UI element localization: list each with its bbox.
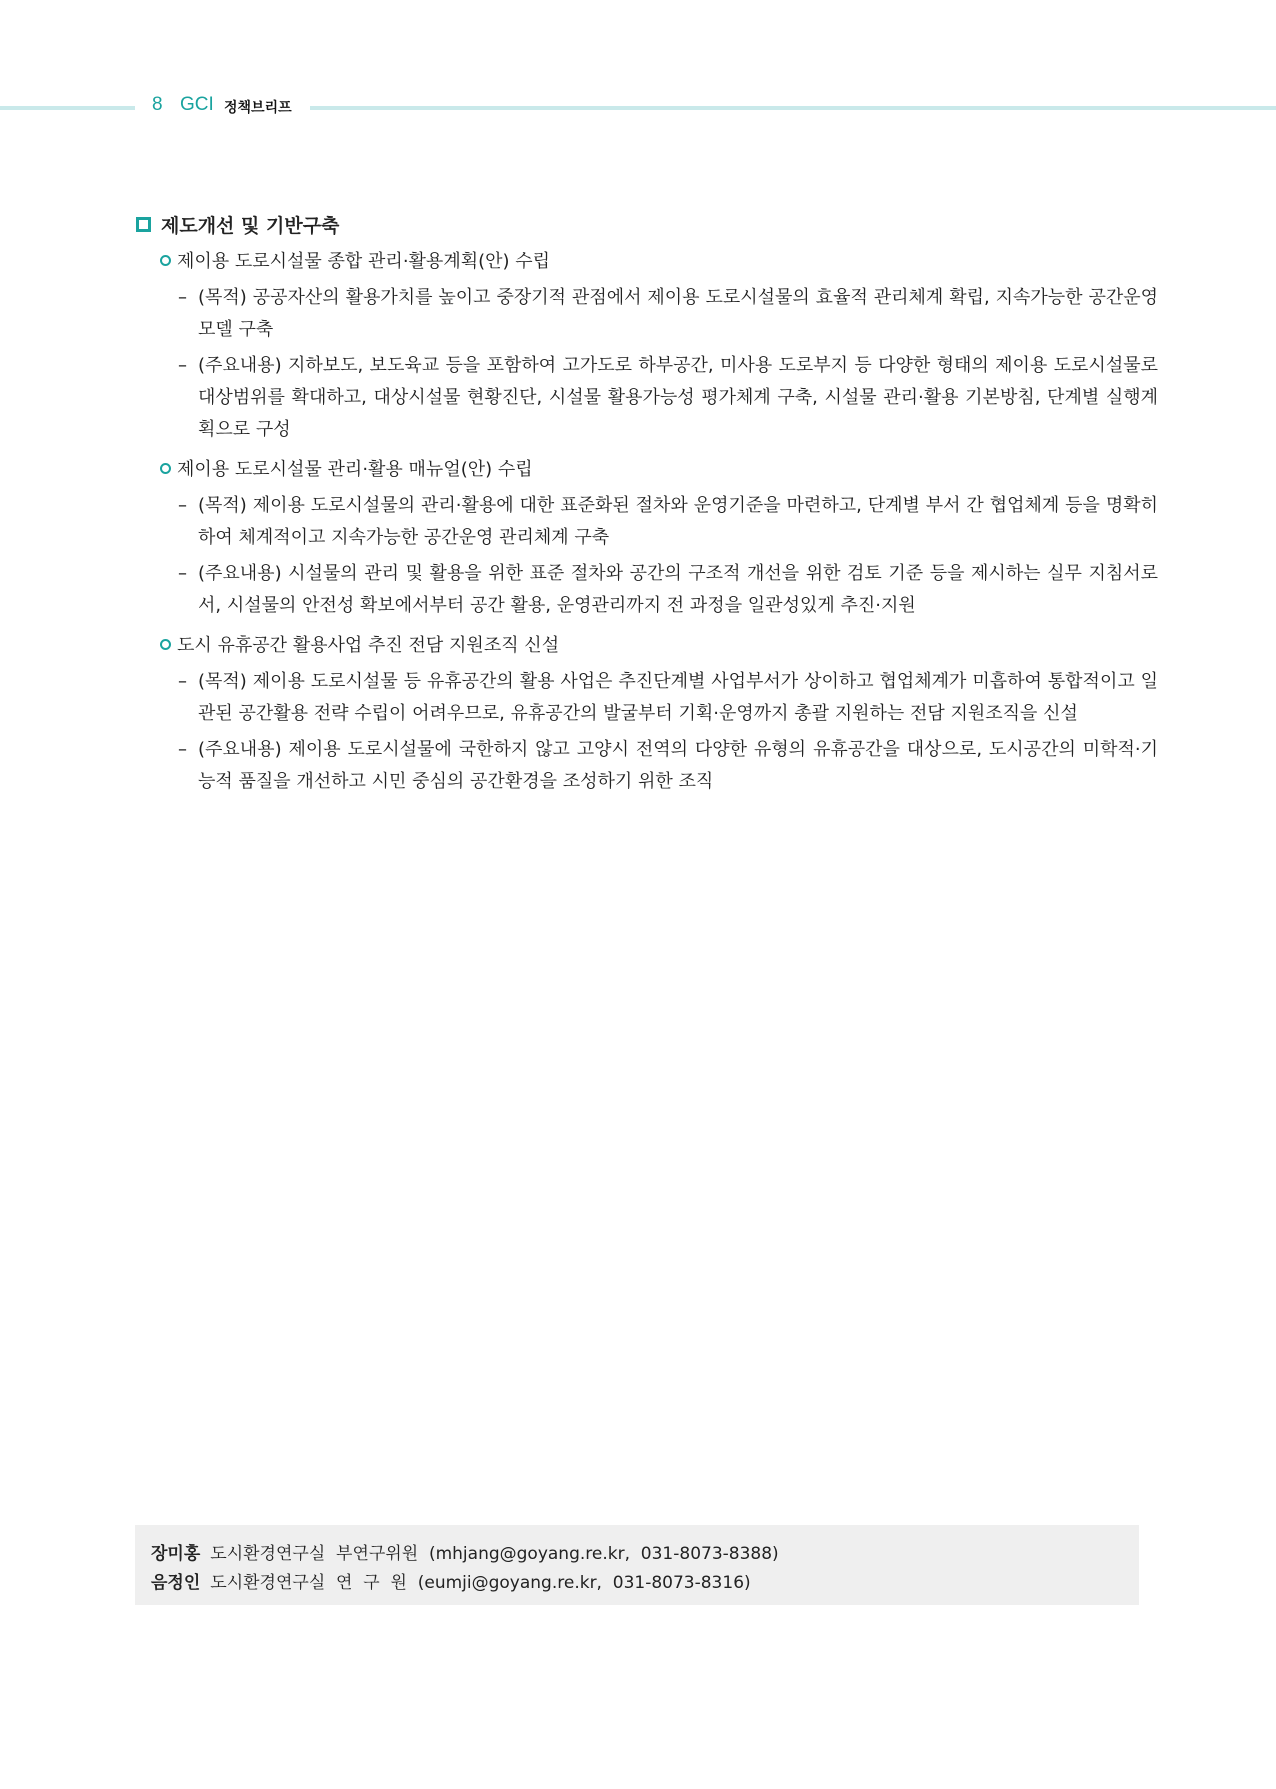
publication-title: 정책브리프 bbox=[224, 100, 292, 116]
subsection-heading bbox=[160, 626, 1144, 662]
author-box bbox=[135, 1525, 1139, 1605]
dash-bullet: – bbox=[178, 495, 187, 516]
subsection bbox=[160, 626, 1158, 798]
section-heading bbox=[134, 206, 1144, 242]
subsection-title: 도시 유휴공간 활용사업 추진 전담 지원조직 신설 bbox=[177, 635, 560, 656]
list-item bbox=[178, 282, 1158, 346]
list-item bbox=[178, 558, 1158, 622]
list-item bbox=[178, 490, 1158, 554]
author-name: 장미홍 bbox=[151, 1544, 201, 1564]
item-text: (목적) 제이용 도로시설물 등 유휴공간의 활용 사업은 추진단계별 사업부서가 상이하고 협업체계가 미흡하여 통합적이고 일관된 공간활용 전략 수립이 어려우므로, 유휴공간의 발굴부터 기획·운영까지 총괄 지원하는 전담 지원조직을 신설 bbox=[198, 671, 1158, 724]
dash-bullet: – bbox=[178, 671, 187, 692]
circle-bullet-icon bbox=[160, 463, 171, 474]
dash-bullet: – bbox=[178, 355, 187, 376]
subsection-title: 제이용 도로시설물 종합 관리·활용계획(안) 수립 bbox=[177, 251, 551, 272]
section-title: 제도개선 및 기반구축 bbox=[161, 214, 340, 237]
item-text: (목적) 제이용 도로시설물의 관리·활용에 대한 표준화된 절차와 운영기준을 마련하고, 단계별 부서 간 협업체계 등을 명확히 하여 체계적이고 지속가능한 공간운영 관리체계 구축 bbox=[198, 495, 1158, 548]
page-number: 8 bbox=[152, 94, 163, 115]
author-info: 도시환경연구실 연 구 원 (eumji@goyang.re.kr, 031-8073-8316) bbox=[210, 1573, 751, 1593]
page-header bbox=[0, 92, 1276, 122]
main-content bbox=[134, 206, 1158, 802]
item-text: (주요내용) 시설물의 관리 및 활용을 위한 표준 절차와 공간의 구조적 개선을 위한 검토 기준 등을 제시하는 실무 지침서로서, 시설물의 안전성 확보에서부터 공간 활용, 운영관리까지 전 과정을 일관성있게 추진·지원 bbox=[198, 563, 1158, 616]
author-line bbox=[151, 1568, 751, 1593]
subsection bbox=[160, 450, 1158, 622]
list-item bbox=[178, 734, 1158, 798]
item-text: (목적) 공공자산의 활용가치를 높이고 중장기적 관점에서 제이용 도로시설물의 효율적 관리체계 확립, 지속가능한 공간운영 모델 구축 bbox=[198, 287, 1158, 340]
author-info: 도시환경연구실 부연구위원 (mhjang@goyang.re.kr, 031-8073-8388) bbox=[210, 1544, 779, 1564]
square-bullet-icon bbox=[136, 217, 151, 232]
item-text: (주요내용) 지하보도, 보도육교 등을 포함하여 고가도로 하부공간, 미사용 도로부지 등 다양한 형태의 제이용 도로시설물로 대상범위를 확대하고, 대상시설물 현황진단, 시설물 활용가능성 평가체계 구축, 시설물 관리·활용 기본방침, 단계별 실행계획으로 구성 bbox=[198, 355, 1158, 440]
subsection bbox=[160, 242, 1158, 446]
header-rule-right bbox=[310, 106, 1276, 110]
subsection-heading bbox=[160, 450, 1144, 486]
header-rule-left bbox=[0, 106, 135, 110]
author-line bbox=[151, 1539, 779, 1564]
dash-bullet: – bbox=[178, 563, 187, 584]
circle-bullet-icon bbox=[160, 639, 171, 650]
item-text: (주요내용) 제이용 도로시설물에 국한하지 않고 고양시 전역의 다양한 유형의 유휴공간을 대상으로, 도시공간의 미학적·기능적 품질을 개선하고 시민 중심의 공간환경을 조성하기 위한 조직 bbox=[198, 739, 1158, 792]
dash-bullet: – bbox=[178, 739, 187, 760]
dash-bullet: – bbox=[178, 287, 187, 308]
circle-bullet-icon bbox=[160, 255, 171, 266]
list-item bbox=[178, 666, 1158, 730]
list-item bbox=[178, 350, 1158, 446]
author-name: 음정인 bbox=[151, 1573, 201, 1593]
subsection-heading bbox=[160, 242, 1144, 278]
brand-label: GCI bbox=[180, 94, 214, 115]
subsection-title: 제이용 도로시설물 관리·활용 매뉴얼(안) 수립 bbox=[177, 459, 533, 480]
